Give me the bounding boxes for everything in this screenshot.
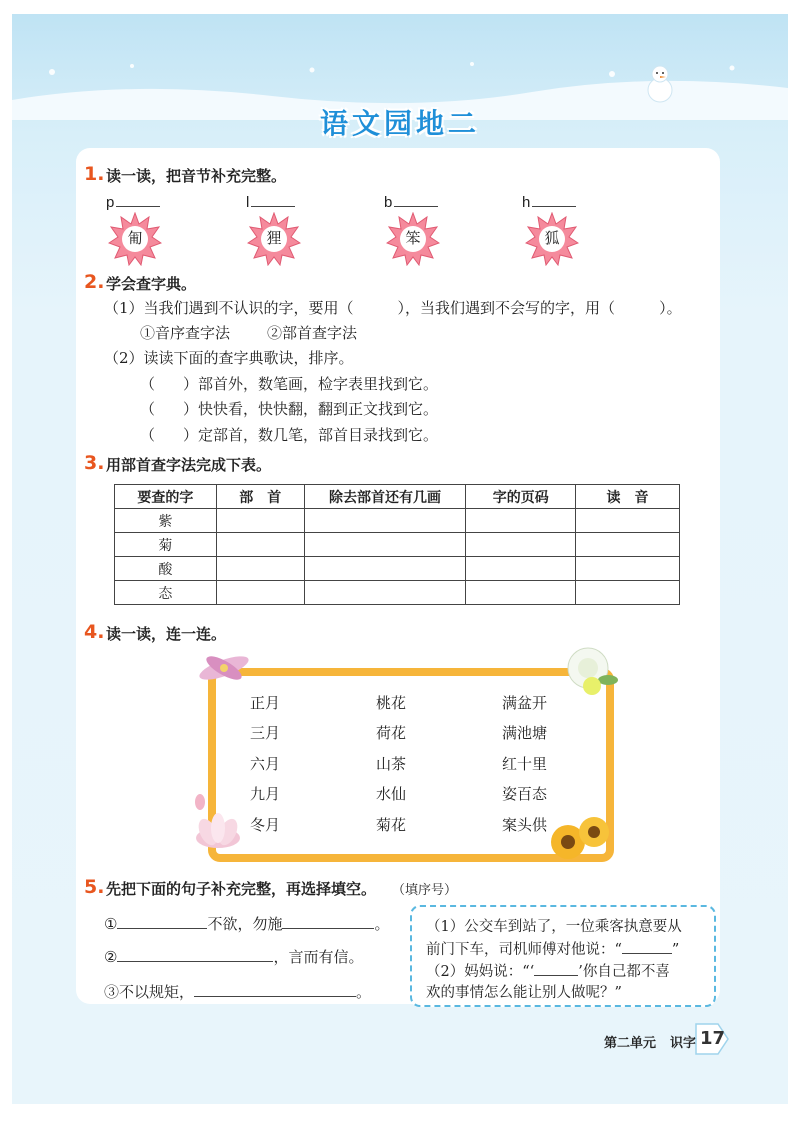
table-header: 字的页码 <box>466 485 576 509</box>
month-item[interactable]: 冬月 <box>250 816 281 834</box>
rhyme-line-1 <box>140 373 438 394</box>
q5-note: （填序号） <box>392 883 458 898</box>
fill-blank[interactable] <box>622 937 672 954</box>
char-sun-badge-2 <box>247 212 301 266</box>
paren-open: （ <box>140 426 156 444</box>
q2-prompt: 学会查字典。 <box>106 275 197 293</box>
table-cell-blank[interactable] <box>304 581 466 605</box>
proverb-index: ② <box>104 948 118 966</box>
proverb-line-2 <box>104 945 363 967</box>
fill-blank[interactable] <box>534 959 578 976</box>
proverb-text: 不欲，勿施 <box>207 915 283 933</box>
proverb-end: 。 <box>356 983 372 1001</box>
table-cell-blank[interactable] <box>304 509 466 533</box>
sun-char: 匍 <box>127 229 143 247</box>
q4-prompt: 读一读，连一连。 <box>106 625 227 643</box>
pinyin-blank-2 <box>246 194 295 211</box>
q2-number: 2. <box>84 271 105 293</box>
proverb-line-3 <box>104 980 371 1002</box>
sun-char: 笨 <box>405 229 421 247</box>
page-number: 17 <box>700 1028 726 1049</box>
option-radical-method: ②部首查字法 <box>267 324 358 342</box>
table-header: 要查的字 <box>115 485 217 509</box>
paren-close: ） <box>183 400 199 418</box>
table-cell-blank[interactable] <box>576 557 680 581</box>
snowman-icon <box>648 66 672 102</box>
char-sun-badge-1 <box>108 212 162 266</box>
flower-item[interactable]: 桃花 <box>376 694 407 712</box>
month-item[interactable]: 九月 <box>250 785 281 803</box>
pinyin-blank-1 <box>106 194 160 211</box>
table-row <box>115 557 680 581</box>
q4-number: 4. <box>84 621 105 643</box>
q1-number: 1. <box>84 163 105 185</box>
q1-prompt: 读一读，把音节补充完整。 <box>106 167 287 185</box>
scenario-text: ’你自己都不喜 <box>578 964 670 980</box>
q2-part1 <box>104 297 682 318</box>
scenario-line-1: （1）公交车到站了，一位乘客执意要从 <box>426 919 682 935</box>
month-item[interactable]: 三月 <box>250 724 281 742</box>
scenario-line-4: 欢的事情怎么能让别人做呢？” <box>426 985 622 1001</box>
table-header-row <box>115 485 680 509</box>
pinyin-blank-3 <box>384 194 438 211</box>
rhyme-line-2 <box>140 398 438 419</box>
footer-section: 识字 <box>670 1036 697 1051</box>
pinyin-blank-4 <box>522 194 576 211</box>
fill-blank[interactable] <box>282 912 374 929</box>
table-header: 除去部首还有几画 <box>304 485 466 509</box>
char-sun-badge-3 <box>386 212 440 266</box>
fill-blank[interactable] <box>117 912 207 929</box>
table-cell-blank[interactable] <box>216 509 304 533</box>
month-item[interactable]: 六月 <box>250 755 281 773</box>
radical-lookup-table <box>114 484 680 605</box>
lotus-flower-icon <box>188 792 248 858</box>
table-cell-char: 菊 <box>115 533 217 557</box>
table-cell-blank[interactable] <box>216 557 304 581</box>
table-cell-char: 酸 <box>115 557 217 581</box>
flower-item[interactable]: 菊花 <box>376 816 407 834</box>
scenario-line-2 <box>426 937 679 959</box>
fill-blank[interactable] <box>117 945 273 962</box>
sun-char: 狸 <box>266 229 282 247</box>
scenario-quote-end: ” <box>671 942 680 958</box>
description-item[interactable]: 满盆开 <box>502 694 548 712</box>
table-cell-blank[interactable] <box>466 557 576 581</box>
paren-close: ） <box>183 426 199 444</box>
table-row <box>115 509 680 533</box>
description-item[interactable]: 红十里 <box>502 755 548 773</box>
proverb-line-1 <box>104 912 389 934</box>
pinyin-initial: h <box>522 194 531 211</box>
chrysanthemum-icon <box>546 812 616 866</box>
q3-number: 3. <box>84 452 105 474</box>
table-cell-blank[interactable] <box>576 509 680 533</box>
table-row <box>115 581 680 605</box>
proverb-text: ，言而有信。 <box>273 948 364 966</box>
description-item[interactable]: 姿百态 <box>502 785 548 803</box>
pinyin-initial: p <box>106 194 115 211</box>
scenario-line-3 <box>426 959 670 981</box>
footer-unit: 第二单元 <box>604 1036 657 1051</box>
proverb-text: ③不以规矩， <box>104 983 195 1001</box>
table-cell-blank[interactable] <box>466 533 576 557</box>
q2-part1-text-b: ），当我们遇到不会写的字，用（ <box>397 299 616 317</box>
description-item[interactable]: 满池塘 <box>502 724 548 742</box>
q2-part1-text-a: （1）当我们遇到不认识的字，要用（ <box>104 299 354 317</box>
table-cell-blank[interactable] <box>304 557 466 581</box>
flower-item[interactable]: 荷花 <box>376 724 407 742</box>
q5-prompt: 先把下面的句子补充完整，再选择填空。 <box>106 880 377 898</box>
pinyin-initial: b <box>384 194 393 211</box>
table-cell-blank[interactable] <box>576 581 680 605</box>
table-cell-char: 紫 <box>115 509 217 533</box>
table-cell-blank[interactable] <box>216 581 304 605</box>
q5-number: 5. <box>84 876 105 898</box>
table-row <box>115 533 680 557</box>
month-item[interactable]: 正月 <box>250 694 281 712</box>
table-header: 读 音 <box>576 485 680 509</box>
q2-part2: （2）读读下面的查字典歌诀，排序。 <box>104 349 354 367</box>
option-phonetic-method: ①音序查字法 <box>140 324 231 342</box>
scenario-text: 前门下车，司机师傅对他说：“ <box>426 942 622 958</box>
sun-char: 狐 <box>544 229 560 247</box>
scenario-text: （2）妈妈说：“‘ <box>426 964 535 980</box>
description-item[interactable]: 案头供 <box>502 816 548 834</box>
table-cell-blank[interactable] <box>216 533 304 557</box>
table-cell-blank[interactable] <box>466 509 576 533</box>
flower-item[interactable]: 山茶 <box>376 755 407 773</box>
scenario-box <box>410 905 716 1007</box>
table-header: 部 首 <box>216 485 304 509</box>
paren-open: （ <box>140 375 156 393</box>
table-cell-char: 态 <box>115 581 217 605</box>
pinyin-initial: l <box>246 194 250 211</box>
table-cell-blank[interactable] <box>304 533 466 557</box>
rhyme-text: 部首外，数笔画，检字表里找到它。 <box>198 375 439 393</box>
lily-flower-icon <box>192 644 256 692</box>
rhyme-line-3 <box>140 424 438 445</box>
rhyme-text: 快快看，快快翻，翻到正文找到它。 <box>198 400 439 418</box>
table-cell-blank[interactable] <box>466 581 576 605</box>
char-sun-badge-4 <box>525 212 579 266</box>
fill-blank[interactable] <box>194 980 356 997</box>
white-rose-icon <box>562 642 622 700</box>
table-cell-blank[interactable] <box>576 533 680 557</box>
proverb-end: 。 <box>374 915 390 933</box>
q3-prompt: 用部首查字法完成下表。 <box>106 456 272 474</box>
flower-item[interactable]: 水仙 <box>376 785 407 803</box>
q2-part1-text-c: ）。 <box>659 299 682 317</box>
paren-close: ） <box>183 375 199 393</box>
paren-open: （ <box>140 400 156 418</box>
page-title: 语文园地二 <box>319 107 480 140</box>
rhyme-text: 定部首，数几笔，部首目录找到它。 <box>198 426 439 444</box>
proverb-index: ① <box>104 915 118 933</box>
